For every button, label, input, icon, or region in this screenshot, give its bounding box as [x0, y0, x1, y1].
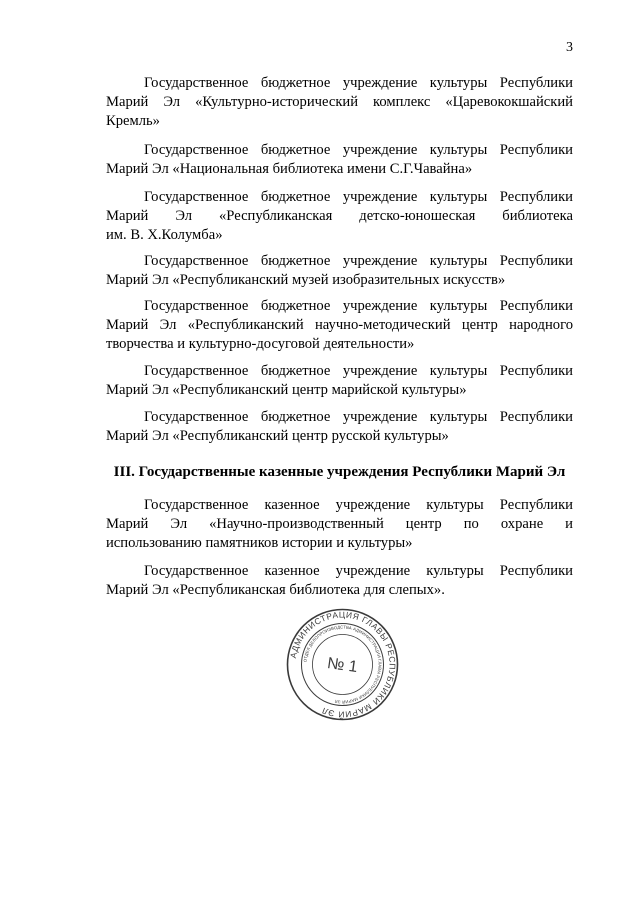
entry-line: Государственное бюджетное учреждение культуры Республики	[144, 363, 573, 379]
entry-line: Государственное бюджетное учреждение культуры Республики	[144, 298, 573, 314]
stamp-seal-icon	[285, 608, 400, 721]
entry-line: Государственное бюджетное учреждение культуры Республики	[144, 75, 573, 91]
entry-budget-6	[106, 362, 573, 400]
entry-line: Марий Эл «Республиканский музей изобразительных искусств»	[106, 272, 506, 288]
entry-budget-1	[106, 74, 573, 131]
entry-line: использованию памятников истории и культуры»	[106, 535, 413, 551]
entry-line: Государственное казенное учреждение культуры Республики	[144, 563, 573, 579]
entry-treasury-2	[106, 562, 573, 600]
entry-budget-5	[106, 297, 573, 354]
entry-line: Кремль»	[106, 113, 160, 129]
entry-line: Марий Эл «Научно-производственный центр по охране и	[106, 516, 573, 532]
stamp-outer-text: АДМИНИСТРАЦИЯ ГЛАВЫ РЕСПУБЛИКИ МАРИЙ ЭЛ	[287, 609, 398, 720]
entry-line: Государственное бюджетное учреждение культуры Республики	[144, 253, 573, 269]
section-heading: III. Государственные казенные учреждения Республики Марий Эл	[113, 464, 566, 480]
entry-line: Марий Эл «Республиканская детско-юношеская библиотека	[106, 208, 573, 224]
entry-line: Марий Эл «Республиканский центр марийской культуры»	[106, 382, 467, 398]
entry-line: творчества и культурно-досуговой деятельности»	[106, 336, 415, 352]
entry-budget-7	[106, 408, 573, 446]
entry-budget-2	[106, 141, 573, 179]
stamp-center-text: № 1	[326, 654, 359, 677]
entry-budget-3	[106, 188, 573, 245]
entry-line: Марий Эл «Культурно-исторический комплекс «Царевококшайский	[106, 94, 573, 110]
entry-line: Марий Эл «Республиканский научно-методический центр народного	[106, 317, 573, 333]
stamp-inner-text: ОТДЕЛ ДЕЛОПРОИЗВОДСТВА АДМИНИСТРАЦИИ ГЛАВЫ РЕСПУБЛИКИ МАРИЙ ЭЛ	[302, 624, 383, 705]
entry-line: Государственное бюджетное учреждение культуры Республики	[144, 409, 573, 425]
entry-line: Государственное казенное учреждение культуры Республики	[144, 497, 573, 513]
page-number: 3	[566, 40, 573, 55]
entry-line: им. В. Х.Колумба»	[106, 227, 223, 243]
entry-line: Государственное бюджетное учреждение культуры Республики	[144, 189, 573, 205]
official-stamp	[285, 608, 400, 721]
entry-line: Марий Эл «Республиканская библиотека для слепых».	[106, 582, 445, 598]
entry-line: Марий Эл «Национальная библиотека имени С.Г.Чавайна»	[106, 161, 473, 177]
entry-line: Государственное бюджетное учреждение культуры Республики	[144, 142, 573, 158]
entry-budget-4	[106, 252, 573, 290]
entry-treasury-1	[106, 496, 573, 553]
entry-line: Марий Эл «Республиканский центр русской культуры»	[106, 428, 449, 444]
